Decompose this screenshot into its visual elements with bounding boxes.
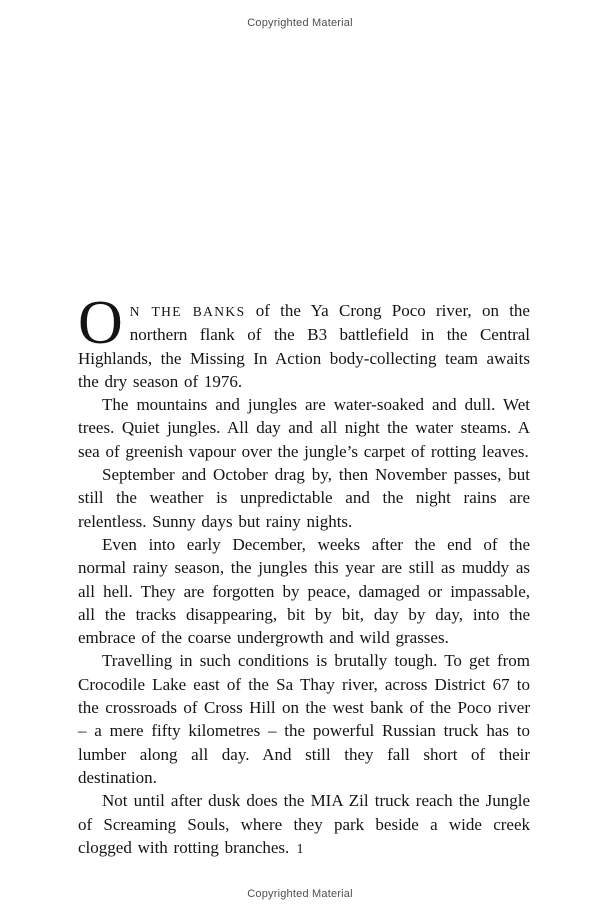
paragraph: September and October drag by, then November passes, but still the weather is unpredictable and the night rains are relentless. Sunny days but rainy nights. bbox=[78, 465, 530, 531]
opening-paragraph bbox=[78, 289, 530, 393]
opening-smallcaps-text: N THE BANKS bbox=[129, 304, 246, 319]
body-text bbox=[78, 289, 530, 859]
opening-paragraph-text: of the Ya Crong Poco river, on the northern flank of the B3 battlefield in the Central Highlands, the Missing In Action body-collecting team awaits the dry season of 1976. bbox=[78, 301, 530, 391]
drop-cap: O bbox=[78, 289, 123, 357]
paragraph: Even into early December, weeks after the end of the normal rainy season, the jungles this year are still as muddy as all hell. They are forgotten by peace, damaged or impassable, all the tracks disappearing, bit by bit, day by day, into the embrace of the coarse undergrowth and wild grasses. bbox=[78, 534, 530, 648]
copyright-notice-bottom: Copyrighted Material bbox=[247, 888, 353, 900]
page-number: 1 bbox=[296, 842, 304, 857]
paragraph: Not until after dusk does the MIA Zil truck reach the Jungle of Screaming Souls, where they park beside a wide creek clogged with rotting branches. bbox=[78, 791, 530, 857]
paragraph: Travelling in such conditions is brutally tough. To get from Crocodile Lake east of the Sa Thay river, across District 67 to the crossroads of Cross Hill on the west bank of the Poco river – a mere fifty kilometres – the powerful Russian truck has to lumber along all day. And still they fall short of their destination. bbox=[78, 651, 530, 787]
paragraph: The mountains and jungles are water-soaked and dull. Wet trees. Quiet jungles. All day and all night the water steams. A sea of greenish vapour over the jungle’s carpet of rotting leaves. bbox=[78, 395, 530, 461]
copyright-notice-top: Copyrighted Material bbox=[247, 17, 353, 29]
